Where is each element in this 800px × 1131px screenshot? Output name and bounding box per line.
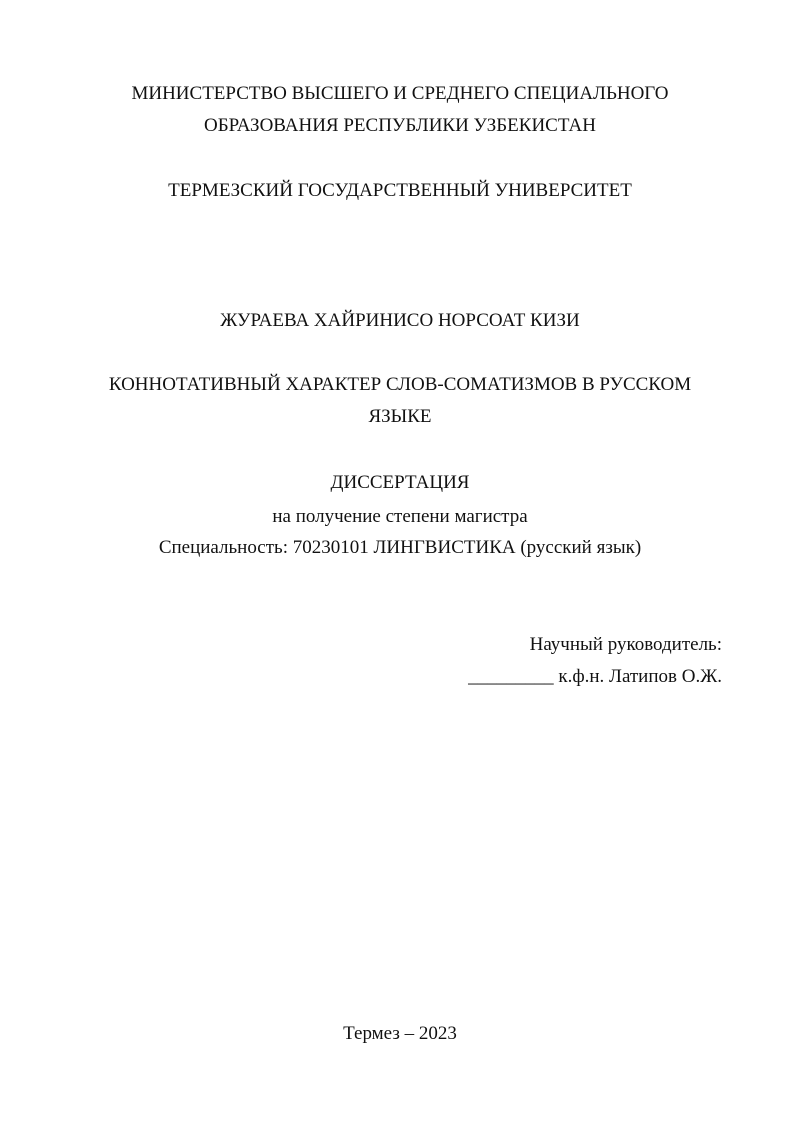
ministry-line-2: ОБРАЗОВАНИЯ РЕСПУБЛИКИ УЗБЕКИСТАН (204, 115, 596, 136)
work-specialty: Специальность: 70230101 ЛИНГВИСТИКА (русский язык) (158, 537, 642, 558)
signature-line: _________ (468, 666, 554, 687)
work-purpose: на получение степени магистра (272, 506, 528, 527)
ministry-line-1: МИНИСТЕРСТВО ВЫСШЕГО И СРЕДНЕГО СПЕЦИАЛЬНОГО (131, 83, 669, 104)
title-line-1: КОННОТАТИВНЫЙ ХАРАКТЕР СЛОВ-СОМАТИЗМОВ В РУССКОМ (108, 374, 692, 395)
university-name: ТЕРМЕЗСКИЙ ГОСУДАРСТВЕННЫЙ УНИВЕРСИТЕТ (168, 180, 632, 201)
author-name: ЖУРАЕВА ХАЙРИНИСО НОРСОАТ КИЗИ (220, 310, 580, 331)
supervisor-label: Научный руководитель: (529, 634, 722, 655)
supervisor-name: к.ф.н. Латипов О.Ж. (558, 666, 722, 687)
city-year: Термез – 2023 (343, 1023, 457, 1044)
title-line-2: ЯЗЫКЕ (368, 406, 432, 427)
supervisor-line (468, 666, 722, 688)
work-type: ДИССЕРТАЦИЯ (330, 472, 470, 493)
